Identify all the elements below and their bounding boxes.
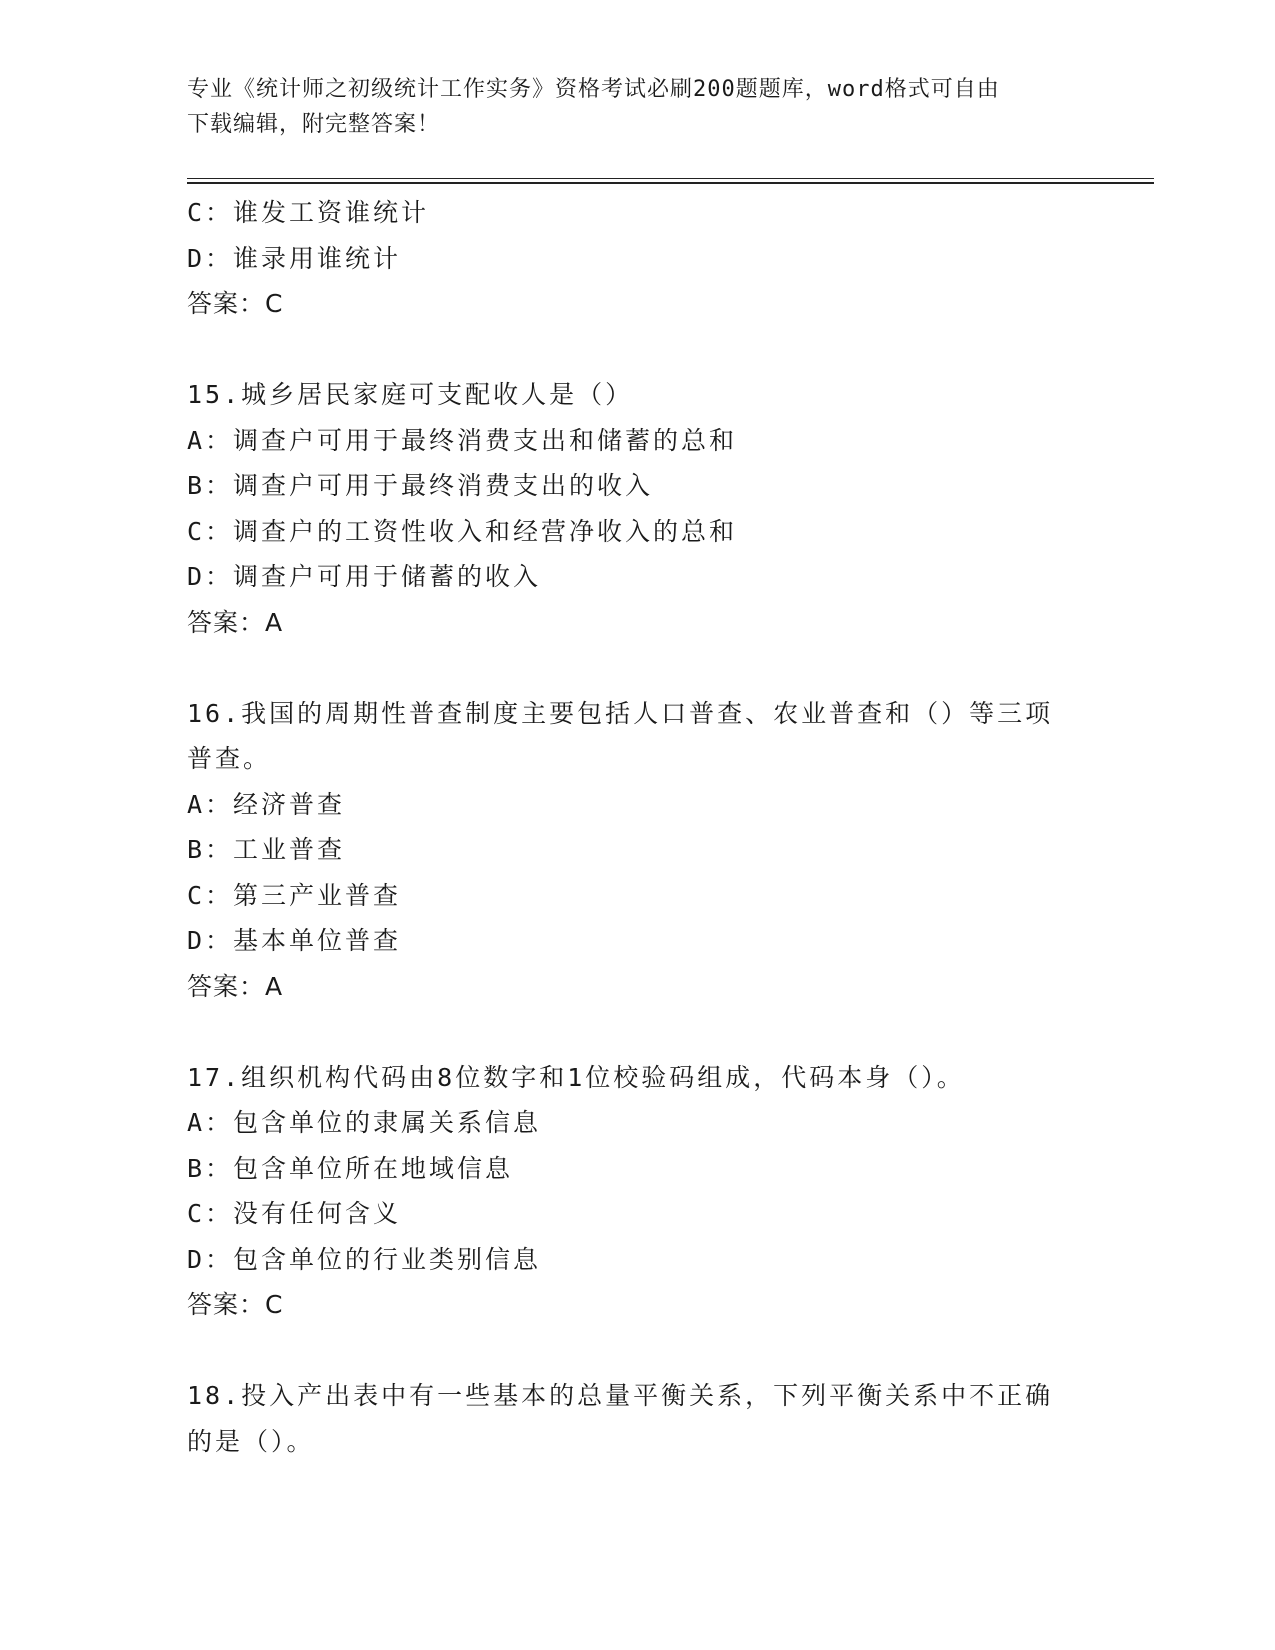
spacer [187, 327, 1087, 373]
answer-line: 答案：C [187, 289, 284, 318]
option-b: B：工业普查 [187, 835, 346, 864]
header-rule-thick [187, 182, 1154, 184]
question-content [187, 190, 1087, 1464]
option-c: C：没有任何含义 [187, 1199, 402, 1228]
question-stem: 18.投入产出表中有一些基本的总量平衡关系，下列平衡关系中不正确 [187, 1381, 1054, 1410]
question-stem: 16.我国的周期性普查制度主要包括人口普查、农业普查和（）等三项 [187, 698, 1054, 728]
answer-line: 答案：A [187, 607, 284, 637]
option-d: D：包含单位的行业类别信息 [187, 1244, 542, 1274]
option-b: B：调查户可用于最终消费支出的收入 [187, 471, 654, 500]
spacer [187, 645, 1087, 691]
option-d: D：基本单位普查 [187, 926, 402, 955]
question-stem: 17.组织机构代码由8位数字和1位校验码组成，代码本身（）。 [187, 1062, 965, 1092]
answer-line: 答案：A [187, 971, 284, 1001]
option-c: C：调查户的工资性收入和经营净收入的总和 [187, 516, 738, 546]
option-a: A：调查户可用于最终消费支出和储蓄的总和 [187, 425, 738, 455]
spacer [187, 1009, 1087, 1055]
option-d: D：谁录用谁统计 [187, 243, 402, 273]
spacer [187, 1328, 1087, 1374]
answer-line: 答案：C [187, 1290, 284, 1319]
option-d: D：调查户可用于储蓄的收入 [187, 562, 542, 591]
option-a: A：包含单位的隶属关系信息 [187, 1108, 542, 1137]
option-b: B：包含单位所在地域信息 [187, 1153, 514, 1183]
question-stem-continued: 的是（）。 [187, 1426, 315, 1456]
option-c: C：谁发工资谁统计 [187, 198, 430, 227]
header-line-2: 下载编辑，附完整答案！ [187, 112, 441, 137]
question-stem-continued: 普查。 [187, 744, 272, 773]
option-c: C：第三产业普查 [187, 880, 402, 910]
option-a: A：经济普查 [187, 789, 346, 819]
page-header [187, 72, 1087, 142]
header-line-1: 专业《统计师之初级统计工作实务》资格考试必刷200题题库，word格式可自由 [187, 77, 1000, 102]
question-stem: 15.城乡居民家庭可支配收人是（） [187, 380, 634, 409]
header-rule-thin [187, 178, 1154, 179]
